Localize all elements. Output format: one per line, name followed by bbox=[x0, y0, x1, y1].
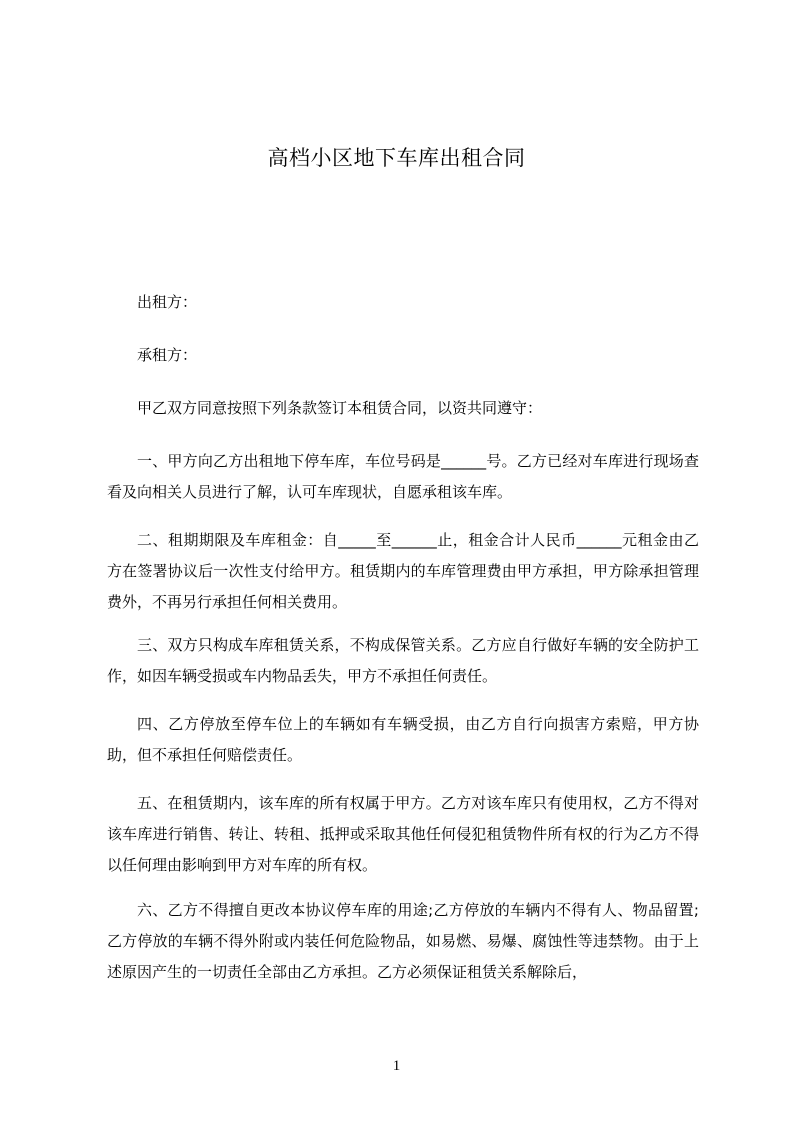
lessor-label: 出租方： bbox=[137, 293, 198, 311]
clause-5: 五、在租赁期内，该车库的所有权属于甲方。乙方对该车库只有使用权，乙方不得对该车库进行销售、转让、转租、抵押或采取其他任何侵犯租赁物件所有权的行为乙方不得以任何理由影响到甲方对车库的所有权。 bbox=[107, 794, 699, 874]
clause-1: 一、甲方向乙方出租地下停车库，车位号码是______号。乙方已经对车库进行现场查看及向相关人员进行了解，认可车库现状，自愿承租该车库。 bbox=[107, 452, 699, 501]
document-title: 高档小区地下车库出租合同 bbox=[267, 146, 526, 170]
clause-3: 三、双方只构成车库租赁关系，不构成保管关系。乙方应自行做好车辆的安全防护工作，如因车辆受损或车内物品丢失，甲方不承担任何责任。 bbox=[107, 636, 699, 685]
lessee-label: 承租方： bbox=[137, 346, 198, 364]
clause-4: 四、乙方停放至停车位上的车辆如有车辆受损，由乙方自行向损害方索赔，甲方协助，但不承担任何赔偿责任。 bbox=[107, 715, 699, 764]
preamble: 甲乙双方同意按照下列条款签订本租赁合同，以资共同遵守： bbox=[137, 399, 543, 417]
clause-6: 六、乙方不得擅自更改本协议停车库的用途;乙方停放的车辆内不得有人、物品留置;乙方停放的车辆不得外附或内装任何危险物品，如易燃、易爆、腐蚀性等违禁物。由于上述原因产生的一切责任全部由乙方承担。乙方必须保证租赁关系解除后， bbox=[107, 901, 699, 981]
clause-2: 二、租期期限及车库租金：自_____至______止，租金合计人民币______元租金由乙方在签署协议后一次性支付给甲方。租赁期内的车库管理费由甲方承担，甲方除承担管理费外，不再另行承担任何相关费用。 bbox=[107, 531, 699, 611]
page-number: 1 bbox=[392, 1058, 401, 1074]
